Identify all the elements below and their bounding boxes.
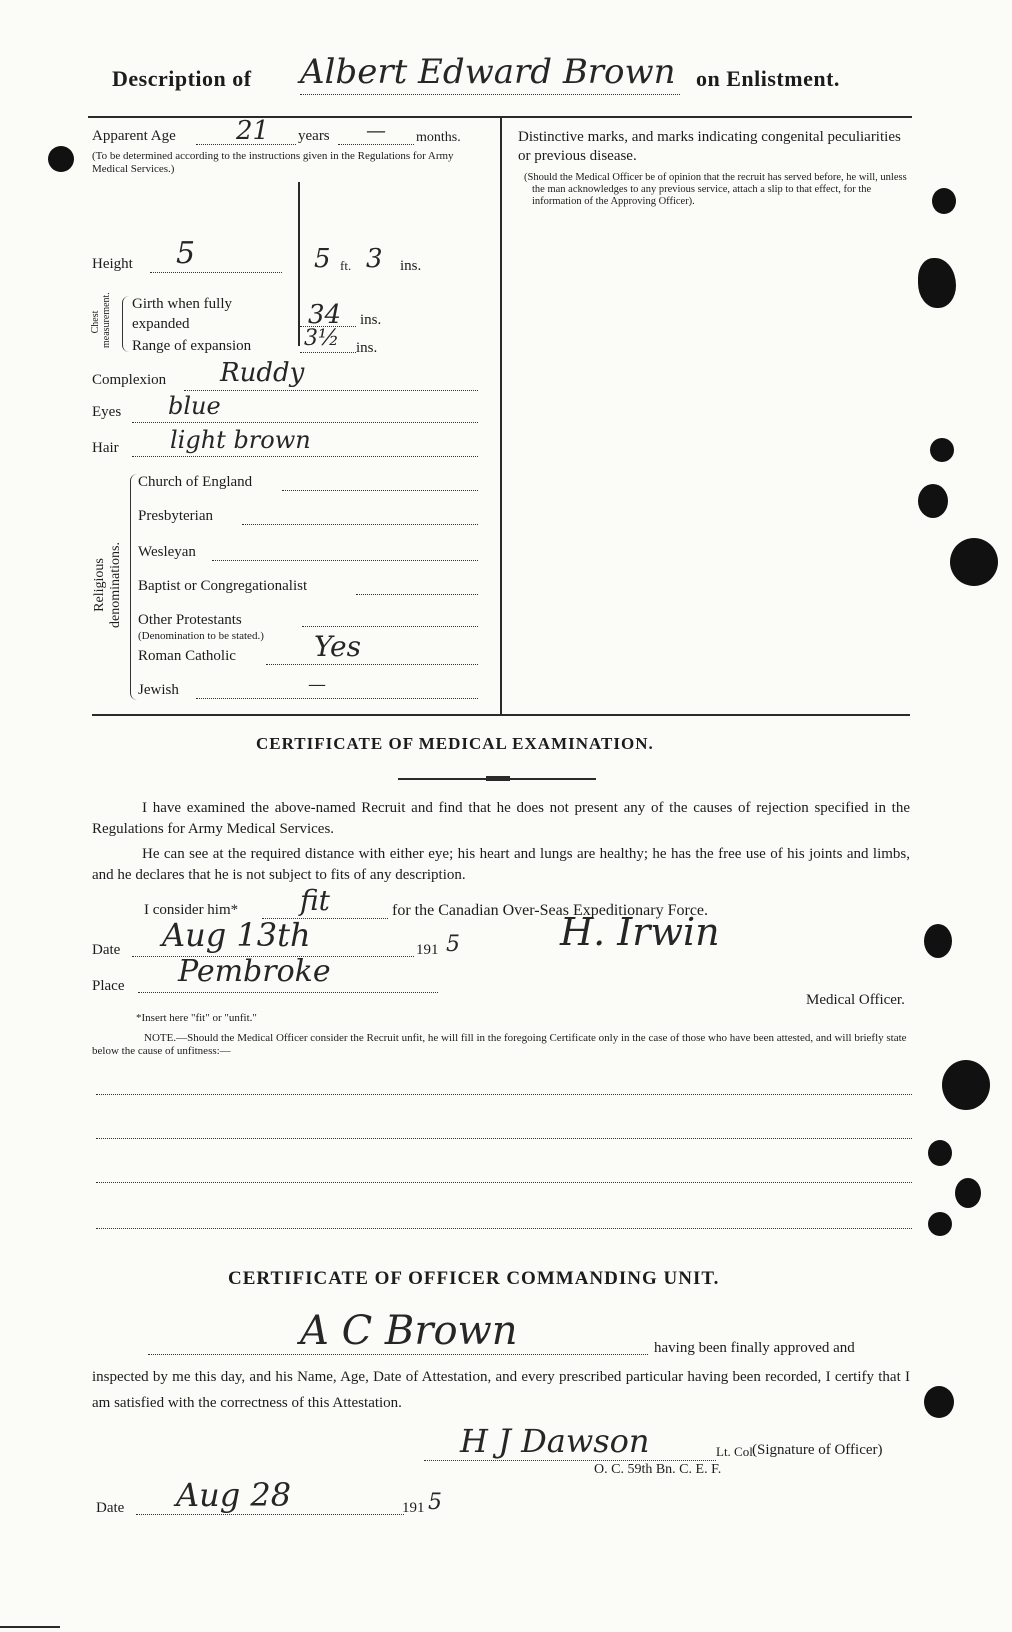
description-of-label: Description of (112, 66, 252, 91)
height-inch-tens: 5 (314, 244, 331, 274)
consider-label: I consider him* (144, 902, 239, 918)
religion-roman-catholic: Roman Catholic (138, 648, 236, 664)
hair-value: light brown (170, 426, 311, 454)
unit-label: O. C. 59th Bn. C. E. F. (594, 1462, 722, 1477)
religion-church-of-england: Church of England (138, 474, 253, 490)
eyes-label: Eyes (92, 404, 122, 420)
commanding-year-suffix: 5 (428, 1490, 442, 1515)
commanding-officer-signature: H J Dawson (460, 1422, 650, 1460)
medical-certificate-title: CERTIFICATE OF MEDICAL EXAMINATION. (256, 734, 654, 753)
hair-label: Hair (92, 440, 119, 456)
religion-line (242, 524, 478, 525)
religion-wesleyan: Wesleyan (138, 544, 196, 560)
name-line (300, 94, 680, 95)
medical-date-label: Date (92, 942, 121, 958)
punch-hole (955, 1178, 981, 1208)
range-value: 3½ (304, 326, 340, 351)
age-months-value: — (366, 118, 386, 142)
commanding-certificate-title: CERTIFICATE OF OFFICER COMMANDING UNIT. (228, 1268, 720, 1289)
religion-baptist: Baptist or Congregationalist (138, 578, 308, 594)
punch-hole (928, 1140, 952, 1166)
range-line (300, 352, 356, 353)
height-label: Height (92, 256, 133, 272)
punch-hole (932, 188, 956, 214)
commanding-recruit-name: A C Brown (300, 1308, 518, 1354)
religion-line (302, 626, 478, 627)
ft-label: ft. (340, 258, 352, 273)
religion-brace (130, 474, 137, 700)
medical-title-mark (486, 776, 510, 781)
punch-hole (918, 258, 956, 308)
commanding-date-label: Date (96, 1500, 125, 1516)
punch-hole (918, 484, 948, 518)
religion-line (282, 490, 478, 491)
complexion-line (184, 390, 478, 391)
recruit-name-line (148, 1354, 648, 1355)
religion-line (266, 664, 478, 665)
unfit-cause-line (96, 1228, 912, 1229)
other-protestants-note: (Denomination to be stated.) (138, 630, 264, 642)
commanding-date-value: Aug 28 (176, 1476, 292, 1514)
height-line (150, 272, 282, 273)
punch-hole (48, 146, 74, 172)
age-note: (To be determined according to the instructions given in the Regulations for Army Medical Services.) (92, 150, 454, 175)
medical-officer-signature: H. Irwin (560, 910, 720, 954)
age-years-value: 21 (236, 116, 270, 146)
punch-hole (924, 924, 952, 958)
unfit-cause-line (96, 1182, 912, 1183)
place-line (138, 992, 438, 993)
months-label: months. (416, 130, 461, 145)
complexion-value: Ruddy (220, 358, 305, 388)
complexion-label: Complexion (92, 372, 167, 388)
hair-line (132, 456, 478, 457)
girth-ins: ins. (360, 312, 382, 328)
medical-para-2: He can see at the required distance with either eye; his heart and lungs are healthy; he has the free use of his joints and limbs, and he declares that he is not subject to fits of any description. (92, 846, 910, 883)
height-in-value: 3 (366, 244, 383, 274)
religion-line (356, 594, 478, 595)
inspected-text: inspected by me this day, and his Name, Age, Date of Attestation, and every prescribed particular having been recorded, I certify that I am satisfied with the correctness of this Attestation. (92, 1369, 910, 1411)
punch-hole (930, 438, 954, 462)
distinctive-marks-label: Distinctive marks, and marks indicating congenital peculiarities or previous disease. (518, 129, 901, 164)
bottom-edge-mark (0, 1626, 60, 1628)
girth-value: 34 (308, 300, 342, 330)
eyes-value: blue (168, 392, 221, 420)
girth-label: Girth when fully expanded (132, 296, 232, 332)
punch-hole (924, 1386, 954, 1418)
unfit-cause-line (96, 1094, 912, 1095)
officer-signature-line (424, 1460, 716, 1461)
jewish-value: — (308, 674, 326, 695)
height-divider (298, 182, 300, 346)
place-label: Place (92, 978, 125, 994)
religion-presbyterian: Presbyterian (138, 508, 213, 524)
fit-value: fit (300, 884, 330, 917)
range-label: Range of expansion (132, 338, 252, 354)
unfit-note: NOTE.—Should the Medical Officer consider the Recruit unfit, he will fill in the foregoing Certificate only in the case of those who have been attested, and will briefly state below the cause of unfitness:— (92, 1032, 907, 1057)
commanding-date-line (136, 1514, 404, 1515)
medical-year-suffix: 5 (446, 932, 460, 957)
religion-jewish: Jewish (138, 682, 179, 698)
medical-officer-label: Medical Officer. (806, 992, 905, 1008)
religion-label: Religious denominations. (92, 542, 123, 628)
apparent-age-label: Apparent Age (92, 128, 176, 144)
religion-line (196, 698, 478, 699)
years-label: years (298, 128, 330, 144)
chest-label: Chest measurement. (90, 292, 112, 348)
medical-date-value: Aug 13th (162, 916, 311, 954)
on-enlistment-label: on Enlistment. (696, 66, 840, 91)
signature-of-officer-label: (Signature of Officer) (752, 1442, 883, 1458)
age-months-line (338, 144, 414, 145)
punch-hole (942, 1060, 990, 1110)
distinctive-marks-note: (Should the Medical Officer be of opinion that the recruit has served before, he will, unless the man acknowledges to any previous service, attach a slip to that effect, for the information of the Approving Officer). (524, 172, 907, 207)
range-ins: ins. (356, 340, 378, 356)
chest-brace (122, 296, 129, 352)
rank-label: Lt. Col. (716, 1444, 757, 1459)
unfit-cause-line (96, 1138, 912, 1139)
section-rule (92, 714, 910, 716)
roman-catholic-value: Yes (314, 630, 361, 663)
medical-para-1: I have examined the above-named Recruit and find that he does not present any of the causes of rejection specified in the Regulations for Army Medical Services. (92, 800, 910, 837)
for-force-label: for the Canadian Over-Seas Expeditionary Force. (392, 902, 709, 919)
insert-note: *Insert here "fit" or "unfit." (136, 1012, 257, 1024)
punch-hole (928, 1212, 952, 1236)
punch-hole (950, 538, 998, 586)
approved-text: having been finally approved and (654, 1340, 855, 1356)
place-value: Pembroke (178, 954, 331, 989)
religion-other-protestants: Other Protestants (138, 612, 242, 628)
height-ft-value: 5 (176, 236, 196, 271)
religion-line (212, 560, 478, 561)
commanding-year-prefix: 191 (402, 1500, 425, 1516)
medical-year-prefix: 191 (416, 942, 439, 958)
ins-label: ins. (400, 258, 422, 274)
eyes-line (132, 422, 478, 423)
column-divider (500, 118, 502, 714)
recruit-name: Albert Edward Brown (300, 52, 676, 92)
